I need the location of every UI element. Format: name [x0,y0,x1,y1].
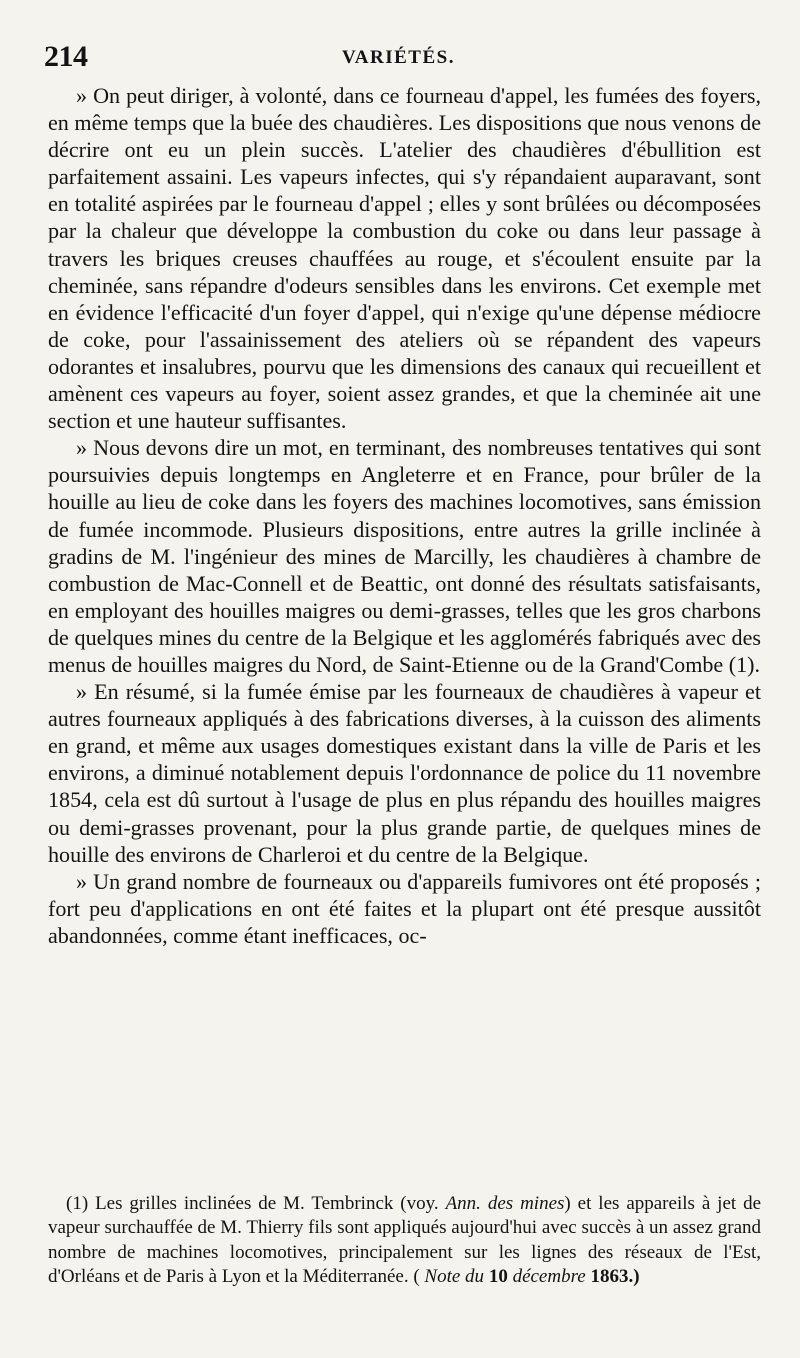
running-head: VARIÉTÉS. [342,47,455,68]
footnote-note-month: décembre [512,1265,586,1287]
footnote-part-2: ) et les appareils à jet de vapeur surchauffée de M. Thierry fils sont appliqués aujourd'hui avec succès à un assez grand nombre de machines locomotives, principalement sur les lignes des réseaux de l'Est, d'Orléans et de Paris à Lyon et la Méditerranée. ( [48,1193,762,1287]
paragraph-locomotives: » Nous devons dire un mot, en terminant, des nombreuses tentatives qui sont poursuivies depuis longtemps en Angleterre et en France, pour brûler de la houille au lieu de coke dans les foyers des machines locomotives, sans émission de fumée incommode. Plusieurs dispositions, entre autres la grille inclinée à gradins de M. l'ingénieur des mines de Marcilly, les chaudières à chambre de combustion de Mac-Connell et de Beattic, ont donné des résultats satisfaisants, en employant des houilles maigres ou demi-grasses, telles que les gros charbons de quelques mines du centre de la Belgique et les agglomérés fabriqués avec des menus de houilles maigres du Nord, de Saint-Etienne ou de la Grand'Combe (1). [48,435,761,677]
paragraph-fourneau-appel: » On peut diriger, à volonté, dans ce fourneau d'appel, les fumées des foyers, en même temps que la buée des chaudières. Les dispositions que nous venons de décrire ont eu un plein succès. L'atelier des chaudières d'ébullition est parfaitement assaini. Les vapeurs infectes, qui s'y répandaient auparavant, sont en totalité aspirées par le fourneau d'appel ; elles y sont brûlées ou décomposées par la chaleur que développe la combustion du coke ou dans leur passage à travers les briques creuses chauffées au rouge, et s'écoulent ensuite par la cheminée, sans répandre d'odeurs sensibles dans les environs. Cet exemple met en évidence l'efficacité d'un foyer d'appel, qui n'exige qu'une dépense médiocre de coke, pour l'assainissement des ateliers où se répandent des vapeurs odorantes et insalubres, pourvu que les dimensions des canaux qui recueillent et amènent ces vapeurs au foyer, soient assez grandes, et que la cheminée ait une section et une hauteur suffisantes. [48,83,761,434]
footnote [48,1192,761,1289]
footnote-note-year: 1863.) [585,1265,640,1287]
footnote-text [48,1192,761,1289]
page-number: 214 [44,40,88,73]
paragraph-appareils-fumivores: » Un grand nombre de fourneaux ou d'appareils fumivores ont été proposés ; fort peu d'applications en ont été faites et la plupart ont été presque aussitôt abandonnées, comme étant inefficaces, oc- [48,868,761,948]
footnote-note-day: 10 [484,1265,513,1287]
footnote-part-1: (1) Les grilles inclinées de M. Tembrinck (voy. [66,1193,446,1214]
body-text [48,82,761,949]
page-header [44,40,756,74]
footnote-source: Ann. des mines [445,1193,565,1214]
footnote-note-label: Note du [424,1265,485,1287]
paragraph-resume: » En résumé, si la fumée émise par les fourneaux de chaudières à vapeur et autres fourneaux appliqués à des fabrications diverses, à la cuisson des aliments en grand, et même aux usages domestiques existant dans la ville de Paris et les environs, a diminué notablement depuis l'ordonnance de police du 11 novembre 1854, cela est dû surtout à l'usage de plus en plus répandu des houilles maigres ou demi-grasses provenant, pour la plus grande partie, de quelques mines de houille des environs de Charleroi et du centre de la Belgique. [48,679,761,867]
